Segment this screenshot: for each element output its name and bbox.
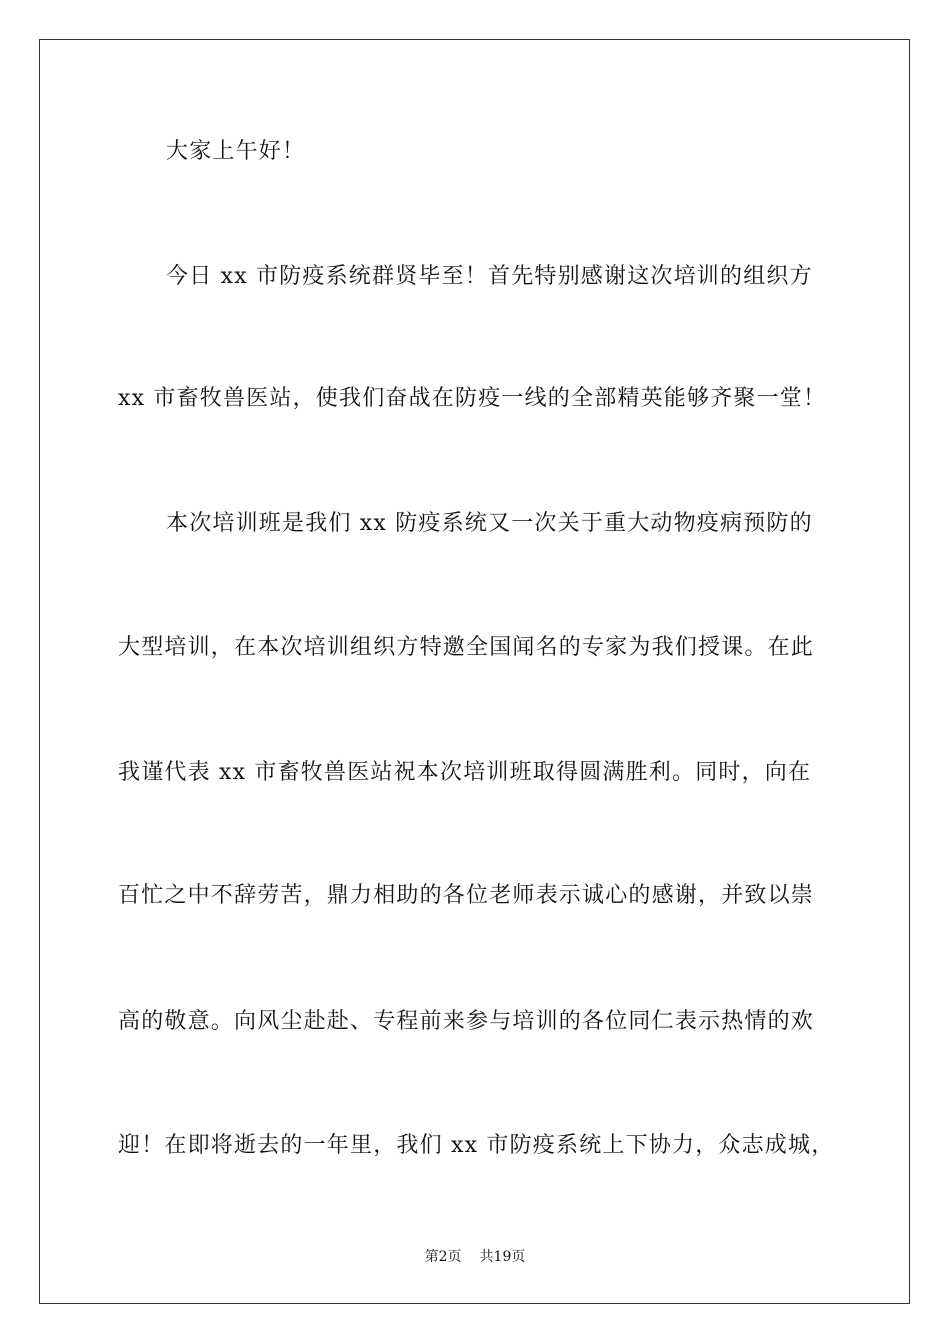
paragraph-line: 大型培训，在本次培训组织方特邀全国闻名的专家为我们授课。在此 xyxy=(118,635,815,660)
paragraph-line: xx 市畜牧兽医站，使我们奋战在防疫一线的全部精英能够齐聚一堂！ xyxy=(118,386,827,411)
page-footer xyxy=(0,1248,950,1266)
page-number: 第2页 xyxy=(424,1249,462,1265)
paragraph-line: 高的敬意。向风尘赴赴、专程前来参与培训的各位同仁表示热情的欢 xyxy=(118,1009,815,1034)
page-border xyxy=(39,39,910,1304)
paragraph-line: 百忙之中不辞劳苦，鼎力相助的各位老师表示诚心的感谢，并致以崇 xyxy=(118,883,815,908)
paragraph-line: 今日 xx 市防疫系统群贤毕至！首先特别感谢这次培训的组织方 xyxy=(166,264,813,289)
paragraph-line: 本次培训班是我们 xx 防疫系统又一次关于重大动物疫病预防的 xyxy=(166,511,813,536)
paragraph-line: 我谨代表 xx 市畜牧兽医站祝本次培训班取得圆满胜利。同时，向在 xyxy=(118,760,812,785)
page-total: 共19页 xyxy=(479,1249,526,1265)
paragraph-line: 迎！在即将逝去的一年里，我们 xx 市防疫系统上下协力，众志成城， xyxy=(118,1133,835,1158)
greeting-line: 大家上午好！ xyxy=(166,139,306,164)
